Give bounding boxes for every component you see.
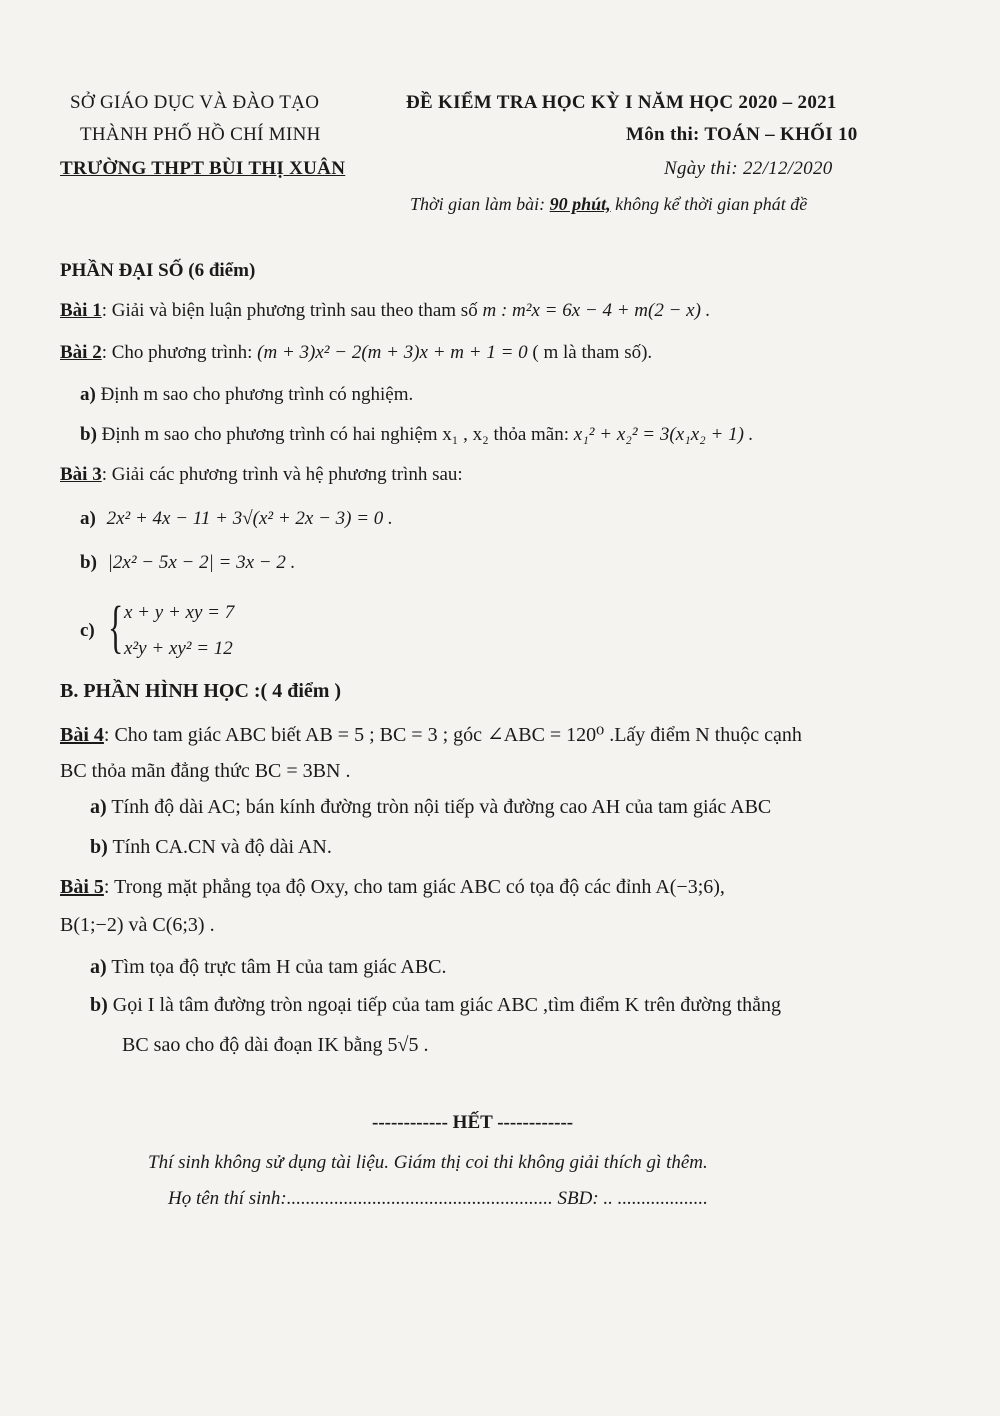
bai4 xyxy=(60,722,802,747)
bai2-a-label: a) xyxy=(80,384,96,405)
bai1-label: Bài 1 xyxy=(60,300,102,321)
bai2-note: ( m là tham số). xyxy=(532,342,653,363)
bai3-text: : Giải các phương trình và hệ phương trình sau: xyxy=(101,464,463,485)
bai4-a-label: a) xyxy=(90,796,107,818)
bai1-text: : Giải và biện luận phương trình sau theo tham số xyxy=(101,300,478,321)
bai5 xyxy=(60,876,725,899)
bai2-label: Bài 2 xyxy=(60,342,102,363)
bai3-c-equation-1: x + y + xy = 7 xyxy=(124,602,235,623)
bai5-text: : Trong mặt phẳng tọa độ Oxy, cho tam giác ABC có tọa độ các đỉnh A(−3;6), xyxy=(103,876,725,898)
bai5-label: Bài 5 xyxy=(60,876,104,898)
bai3-a-label: a) xyxy=(80,508,96,529)
bai4-a xyxy=(90,796,771,819)
bai3-a-equation: 2x² + 4x − 11 + 3√(x² + 2x − 3) = 0 . xyxy=(106,508,393,529)
subject-line: Môn thi: TOÁN – KHỐI 10 xyxy=(626,124,858,145)
bai5-text-2: B(1;−2) và C(6;3) . xyxy=(60,914,215,936)
bai5-a-label: a) xyxy=(90,956,107,978)
duration-prefix: Thời gian làm bài: xyxy=(410,194,546,214)
bai3-a xyxy=(80,508,393,530)
exam-duration xyxy=(410,194,807,215)
bai4-b-label: b) xyxy=(90,836,108,858)
bai3 xyxy=(60,464,463,486)
candidate-info-line: Họ tên thí sinh:........................................................ SBD: .. ................... xyxy=(168,1188,708,1209)
bai4-label: Bài 4 xyxy=(60,724,104,746)
bai3-b-equation: |2x² − 5x − 2| = 3x − 2 . xyxy=(107,552,296,573)
bai5-a-text: Tìm tọa độ trực tâm H của tam giác ABC. xyxy=(111,956,447,978)
city-name: THÀNH PHỐ HỒ CHÍ MINH xyxy=(80,124,321,145)
school-name: TRƯỜNG THPT BÙI THỊ XUÂN xyxy=(60,158,346,179)
bai4-b-text: Tính CA.CN và độ dài AN. xyxy=(112,836,332,858)
bai5-a xyxy=(90,956,447,979)
bai3-c-equation-2: x²y + xy² = 12 xyxy=(124,638,233,659)
bai3-c-label: c) xyxy=(80,620,95,641)
bai4-text-2: BC thỏa mãn đẳng thức BC = 3BN . xyxy=(60,760,351,782)
system-brace: { xyxy=(108,594,124,659)
bai3-label: Bài 3 xyxy=(60,464,102,485)
bai5-b xyxy=(90,994,781,1017)
bai3-b-label: b) xyxy=(80,552,97,573)
bai2-equation: (m + 3)x² − 2(m + 3)x + m + 1 = 0 xyxy=(257,342,528,363)
bai4-a-text: Tính độ dài AC; bán kính đường tròn nội tiếp và đường cao AH của tam giác ABC xyxy=(111,796,772,818)
bai2-b xyxy=(80,424,753,446)
footer-note: Thí sinh không sử dụng tài liệu. Giám thị coi thi không giải thích gì thêm. xyxy=(148,1152,708,1173)
department-name: SỞ GIÁO DỤC VÀ ĐÀO TẠO xyxy=(70,92,320,113)
bai2-b-text: Định m sao cho phương trình có hai nghiệm x₁ , x₂ thỏa mãn: xyxy=(101,424,570,445)
bai2-text: : Cho phương trình: xyxy=(101,342,253,363)
duration-value: 90 phút, xyxy=(549,194,611,214)
bai1 xyxy=(60,300,710,322)
duration-suffix: không kể thời gian phát đề xyxy=(615,194,808,214)
bai2-b-condition: x₁² + x₂² = 3(x₁x₂ + 1) . xyxy=(573,424,754,445)
bai1-equation: : m²x = 6x − 4 + m(2 − x) . xyxy=(500,300,711,321)
bai5-b-text-2: BC sao cho độ dài đoạn IK bằng 5√5 . xyxy=(122,1034,429,1056)
bai2-a xyxy=(80,384,413,406)
bai1-param: m xyxy=(482,300,497,321)
bai2-b-label: b) xyxy=(80,424,97,445)
exam-title: ĐỀ KIỂM TRA HỌC KỲ I NĂM HỌC 2020 – 2021 xyxy=(406,92,837,113)
bai4-b xyxy=(90,836,332,859)
part-b-title: B. PHẦN HÌNH HỌC :( 4 điểm ) xyxy=(60,680,342,702)
bai5-b-label: b) xyxy=(90,994,108,1016)
exam-date: Ngày thi: 22/12/2020 xyxy=(664,158,833,179)
bai2-a-text: Định m sao cho phương trình có nghiệm. xyxy=(100,384,414,405)
part-a-title: PHẦN ĐẠI SỐ (6 điểm) xyxy=(60,260,256,281)
end-mark: ------------ HẾT ------------ xyxy=(372,1112,574,1133)
bai2 xyxy=(60,342,652,364)
bai4-text: : Cho tam giác ABC biết AB = 5 ; BC = 3 ; góc ∠ABC = 120⁰ .Lấy điểm N thuộc cạnh xyxy=(103,724,802,746)
bai3-b xyxy=(80,552,295,574)
bai5-b-text: Gọi I là tâm đường tròn ngoại tiếp của tam giác ABC ,tìm điểm K trên đường thẳng xyxy=(112,994,782,1016)
